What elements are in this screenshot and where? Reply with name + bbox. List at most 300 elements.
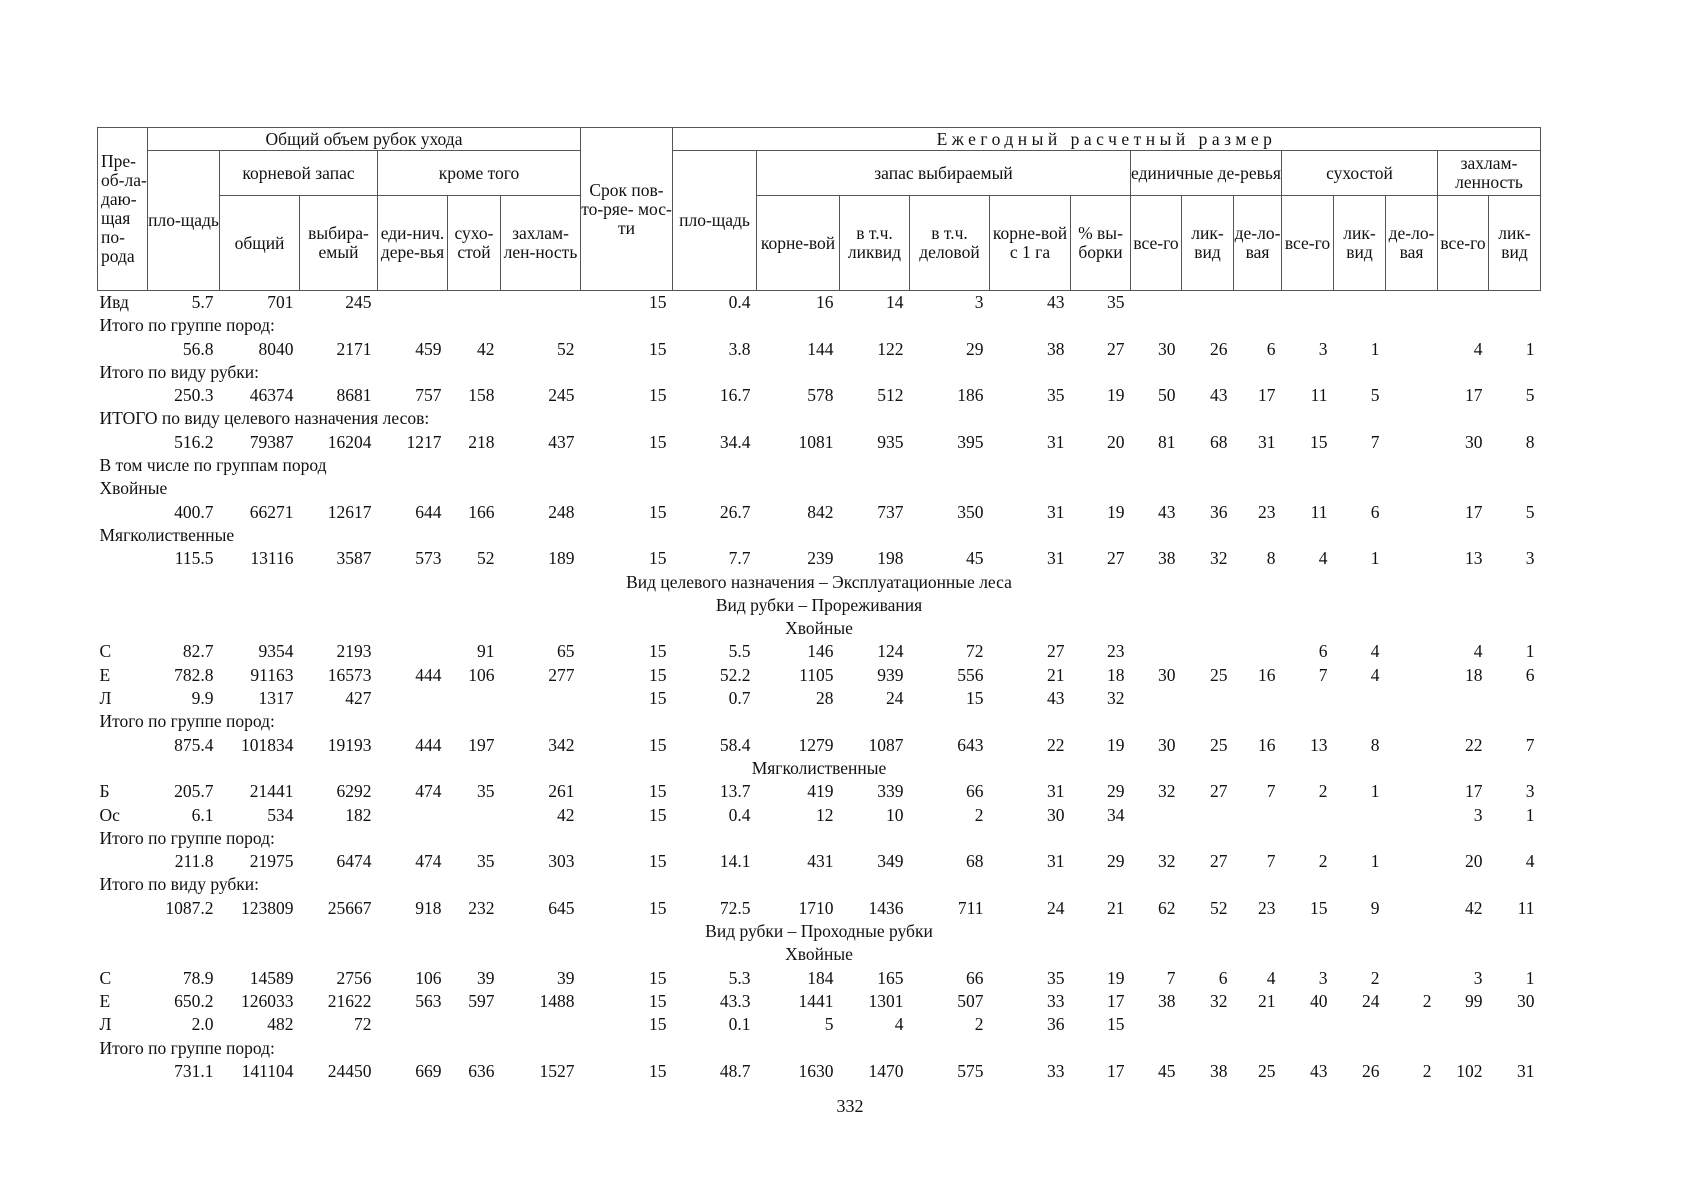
species-cell [98, 1060, 148, 1083]
value-cell: 4 [894, 1014, 904, 1035]
value-cell: 1710 [798, 897, 834, 918]
value-cell [1386, 501, 1438, 524]
value-cell: 395 [957, 431, 984, 452]
species-cell: Ивд [99, 292, 129, 312]
value-cell: 101834 [241, 734, 294, 755]
value-cell: 1087.2 [165, 897, 214, 918]
section-heading-row [98, 571, 1541, 594]
value-cell: 16 [1258, 734, 1276, 755]
caption-row [98, 1037, 1541, 1060]
value-cell: 15 [649, 990, 667, 1011]
group-caption: Итого по группе пород: [99, 1037, 275, 1058]
value-cell: 5.7 [191, 292, 214, 312]
species-cell [98, 338, 148, 361]
value-cell: 3 [1473, 967, 1483, 988]
value-cell: 444 [415, 734, 442, 755]
value-cell: 78.9 [182, 967, 214, 988]
value-cell [501, 687, 581, 710]
species-cell [98, 850, 148, 873]
value-cell: 250.3 [174, 385, 214, 406]
value-cell: 4 [1370, 664, 1380, 685]
value-cell: 35 [477, 781, 495, 802]
value-cell: 31 [1258, 431, 1276, 452]
value-cell: 50 [1158, 385, 1176, 406]
value-cell: 15 [966, 688, 984, 709]
value-cell: 4 [1473, 641, 1483, 662]
value-cell: 28 [816, 688, 834, 709]
value-cell: 66 [966, 967, 984, 988]
group-caption: Мягколиственные [99, 524, 235, 545]
value-cell: 1081 [798, 431, 834, 452]
value-cell: 38 [1158, 990, 1176, 1011]
caption-row [98, 524, 1541, 547]
caption-row [98, 827, 1541, 850]
species-cell: С [99, 967, 112, 988]
value-cell: 782.8 [174, 664, 214, 685]
table-row [98, 501, 1541, 524]
value-cell: 22 [1465, 734, 1483, 755]
value-cell: 52 [557, 338, 575, 359]
value-cell: 33 [1047, 990, 1065, 1011]
value-cell: 1217 [406, 431, 442, 452]
value-cell: 99 [1465, 990, 1483, 1011]
value-cell: 165 [877, 967, 904, 988]
value-cell: 1 [1525, 641, 1535, 662]
value-cell: 1 [1370, 548, 1380, 569]
value-cell: 16204 [327, 431, 372, 452]
section-heading: Вид целевого назначения – Эксплуатационные леса [626, 571, 1012, 592]
value-cell: 17 [1107, 1060, 1125, 1081]
value-cell: 3 [974, 292, 984, 312]
value-cell: 17 [1107, 990, 1125, 1011]
value-cell: 27 [1107, 338, 1125, 359]
table-row [98, 897, 1541, 920]
value-cell: 52.2 [719, 664, 751, 685]
value-cell: 4 [1266, 967, 1276, 988]
value-cell: 29 [1107, 851, 1125, 872]
value-cell: 34 [1107, 804, 1125, 825]
value-cell: 158 [468, 385, 495, 406]
value-cell: 32 [1107, 688, 1125, 709]
header-incl-liquid: в т.ч. ликвид [840, 196, 910, 291]
value-cell: 62 [1158, 897, 1176, 918]
value-cell: 3.8 [728, 338, 751, 359]
value-cell: 701 [267, 292, 294, 312]
value-cell: 350 [957, 501, 984, 522]
table-row [98, 1013, 1541, 1036]
value-cell: 303 [548, 851, 575, 872]
value-cell: 30 [1517, 990, 1535, 1011]
value-cell: 444 [415, 664, 442, 685]
value-cell: 182 [345, 804, 372, 825]
value-cell: 16 [816, 292, 834, 312]
value-cell: 72 [354, 1014, 372, 1035]
header-period: Срок пов- то-ряе- мос-ти [581, 128, 673, 291]
table-row [98, 664, 1541, 687]
value-cell [1438, 687, 1489, 710]
value-cell: 79387 [249, 431, 294, 452]
value-cell [501, 1013, 581, 1036]
value-cell: 35 [477, 851, 495, 872]
value-cell: 15 [649, 967, 667, 988]
value-cell: 1 [1525, 804, 1535, 825]
value-cell: 1527 [539, 1060, 575, 1081]
value-cell: 52 [1210, 897, 1228, 918]
value-cell: 6.1 [191, 804, 214, 825]
value-cell: 144 [807, 338, 834, 359]
page-number: 332 [836, 1096, 864, 1116]
value-cell [1234, 640, 1282, 663]
value-cell: 239 [807, 548, 834, 569]
header-root-stock: корневой запас [220, 151, 378, 196]
section-heading: Мягколиственные [751, 757, 887, 778]
value-cell: 58.4 [719, 734, 751, 755]
value-cell: 0.4 [728, 292, 751, 312]
value-cell: 232 [468, 897, 495, 918]
value-cell [378, 804, 448, 827]
value-cell: 211.8 [174, 851, 214, 872]
value-cell: 6 [1370, 501, 1380, 522]
value-cell: 5 [824, 1014, 834, 1035]
value-cell: 5.3 [728, 967, 751, 988]
value-cell: 33 [1047, 1060, 1065, 1081]
value-cell [1386, 640, 1438, 663]
value-cell: 3587 [336, 548, 372, 569]
header-selected-stock: запас выбираемый [757, 151, 1131, 196]
value-cell: 339 [877, 781, 904, 802]
value-cell: 2171 [336, 338, 372, 359]
value-cell: 15 [649, 734, 667, 755]
value-cell: 1317 [258, 688, 294, 709]
value-cell: 427 [345, 688, 372, 709]
value-cell: 48.7 [719, 1060, 751, 1081]
value-cell: 1105 [799, 664, 834, 685]
value-cell [1182, 640, 1234, 663]
value-cell: 6 [1266, 338, 1276, 359]
value-cell: 711 [957, 897, 984, 918]
value-cell: 43 [1210, 385, 1228, 406]
section-heading: Хвойные [785, 944, 853, 965]
species-cell [98, 384, 148, 407]
value-cell: 123809 [241, 897, 294, 918]
value-cell [1489, 291, 1541, 315]
value-cell: 13 [1310, 734, 1328, 755]
value-cell: 106 [468, 664, 495, 685]
value-cell: 556 [957, 664, 984, 685]
value-cell [448, 291, 501, 315]
section-heading-row [98, 943, 1541, 966]
table-row [98, 338, 1541, 361]
section-heading: Вид рубки – Проходные рубки [705, 921, 933, 942]
value-cell: 19 [1107, 967, 1125, 988]
value-cell: 66271 [249, 501, 294, 522]
value-cell: 7 [1266, 781, 1276, 802]
group-caption: Итого по виду рубки: [99, 361, 259, 382]
value-cell: 26 [1210, 338, 1228, 359]
value-cell: 2 [974, 1014, 984, 1035]
value-cell: 27 [1210, 851, 1228, 872]
value-cell: 197 [468, 734, 495, 755]
header-single-liquid: лик-вид [1182, 196, 1234, 291]
value-cell [1131, 640, 1182, 663]
value-cell: 6 [1318, 641, 1328, 662]
value-cell [1386, 338, 1438, 361]
value-cell: 3 [1525, 548, 1535, 569]
value-cell: 35 [1047, 385, 1065, 406]
value-cell: 459 [415, 338, 442, 359]
value-cell: 45 [1158, 1060, 1176, 1081]
value-cell: 31 [1047, 548, 1065, 569]
species-cell [98, 897, 148, 920]
value-cell: 15 [649, 431, 667, 452]
value-cell [378, 687, 448, 710]
value-cell: 43 [1158, 501, 1176, 522]
value-cell [1386, 687, 1438, 710]
value-cell: 245 [548, 385, 575, 406]
value-cell [1386, 804, 1438, 827]
value-cell: 24450 [327, 1060, 372, 1081]
group-caption: В том числе по группам пород [99, 455, 327, 476]
value-cell: 205.7 [174, 781, 214, 802]
value-cell: 731.1 [174, 1060, 214, 1081]
value-cell: 20 [1465, 851, 1483, 872]
value-cell: 4 [1318, 548, 1328, 569]
value-cell: 22 [1047, 734, 1065, 755]
value-cell: 34.4 [719, 431, 751, 452]
value-cell: 21622 [327, 990, 372, 1011]
value-cell: 1436 [868, 897, 904, 918]
value-cell: 11 [1517, 897, 1535, 918]
species-cell: Б [99, 781, 110, 802]
value-cell: 1441 [798, 990, 834, 1011]
value-cell [378, 1013, 448, 1036]
value-cell: 13116 [250, 548, 294, 569]
table-row [98, 734, 1541, 757]
value-cell: 17 [1465, 385, 1483, 406]
value-cell: 16573 [327, 664, 372, 685]
value-cell [1282, 687, 1334, 710]
value-cell [1282, 804, 1334, 827]
value-cell: 12617 [327, 501, 372, 522]
value-cell: 5 [1525, 501, 1535, 522]
value-cell: 342 [548, 734, 575, 755]
value-cell: 2 [1318, 851, 1328, 872]
group-caption: Итого по группе пород: [99, 315, 275, 336]
value-cell: 4 [1525, 851, 1535, 872]
value-cell [1234, 291, 1282, 315]
value-cell: 7.7 [728, 548, 751, 569]
value-cell: 563 [415, 990, 442, 1011]
value-cell [1386, 431, 1438, 454]
value-cell: 23 [1258, 897, 1276, 918]
value-cell: 19 [1107, 385, 1125, 406]
value-cell: 18 [1465, 664, 1483, 685]
value-cell: 18 [1107, 664, 1125, 685]
value-cell: 245 [345, 292, 372, 312]
value-cell: 17 [1465, 501, 1483, 522]
value-cell: 65 [557, 641, 575, 662]
value-cell: 737 [877, 501, 904, 522]
table-body [98, 291, 1541, 1084]
value-cell: 15 [649, 1060, 667, 1081]
value-cell: 437 [548, 431, 575, 452]
section-heading-row [98, 594, 1541, 617]
header-area: пло-щадь [148, 151, 220, 291]
value-cell: 68 [1210, 431, 1228, 452]
value-cell [1234, 687, 1282, 710]
table-row [98, 1060, 1541, 1083]
value-cell: 15 [649, 641, 667, 662]
value-cell: 42 [1465, 897, 1483, 918]
species-cell: Е [99, 990, 111, 1011]
header-dead-business: де-ло-вая [1386, 196, 1438, 291]
value-cell: 198 [877, 548, 904, 569]
header-annual-size: Ежегодный расчетный размер [673, 128, 1541, 151]
value-cell [448, 687, 501, 710]
value-cell: 643 [957, 734, 984, 755]
value-cell: 66 [966, 781, 984, 802]
value-cell [378, 640, 448, 663]
value-cell: 644 [415, 501, 442, 522]
value-cell [1438, 1013, 1489, 1036]
value-cell: 3 [1525, 781, 1535, 802]
value-cell: 636 [468, 1060, 495, 1081]
value-cell: 1279 [798, 734, 834, 755]
value-cell: 9354 [258, 641, 294, 662]
value-cell: 400.7 [174, 501, 214, 522]
group-caption: Итого по группе пород: [99, 827, 275, 848]
value-cell: 36 [1210, 501, 1228, 522]
value-cell: 6 [1218, 967, 1228, 988]
value-cell: 645 [548, 897, 575, 918]
value-cell [1386, 897, 1438, 920]
value-cell: 935 [877, 431, 904, 452]
value-cell: 25667 [327, 897, 372, 918]
value-cell: 91 [477, 641, 495, 662]
value-cell: 32 [1210, 990, 1228, 1011]
table-row [98, 850, 1541, 873]
value-cell: 35 [1107, 292, 1125, 312]
value-cell: 24 [1362, 990, 1380, 1011]
value-cell: 14589 [249, 967, 294, 988]
value-cell: 72 [966, 641, 984, 662]
value-cell: 3 [1318, 967, 1328, 988]
value-cell: 32 [1158, 781, 1176, 802]
value-cell: 35 [1047, 967, 1065, 988]
value-cell: 31 [1047, 851, 1065, 872]
value-cell: 19193 [327, 734, 372, 755]
value-cell: 19 [1107, 501, 1125, 522]
value-cell: 21975 [249, 851, 294, 872]
value-cell: 218 [468, 431, 495, 452]
value-cell: 7 [1318, 664, 1328, 685]
header-single-business: де-ло-вая [1234, 196, 1282, 291]
caption-row [98, 314, 1541, 337]
value-cell: 30 [1158, 338, 1176, 359]
value-cell: 1 [1370, 338, 1380, 359]
value-cell: 349 [877, 851, 904, 872]
caption-row [98, 873, 1541, 896]
value-cell: 11 [1310, 501, 1328, 522]
value-cell [1386, 664, 1438, 687]
value-cell: 39 [477, 967, 495, 988]
value-cell [501, 291, 581, 315]
value-cell: 6292 [336, 781, 372, 802]
value-cell [1131, 1013, 1182, 1036]
value-cell: 7 [1166, 967, 1176, 988]
value-cell: 1301 [868, 990, 904, 1011]
value-cell: 842 [807, 501, 834, 522]
caption-row [98, 407, 1541, 430]
value-cell: 40 [1310, 990, 1328, 1011]
value-cell: 2 [1422, 990, 1432, 1011]
header-single-trees: еди-нич. дере-вья [378, 196, 448, 291]
group-caption: ИТОГО по виду целевого назначения лесов: [99, 408, 430, 429]
value-cell: 4 [1370, 641, 1380, 662]
value-cell: 24 [1047, 897, 1065, 918]
value-cell: 43 [1047, 292, 1065, 312]
value-cell: 15 [649, 548, 667, 569]
value-cell: 15 [649, 851, 667, 872]
value-cell [1386, 734, 1438, 757]
value-cell: 5 [1525, 385, 1535, 406]
value-cell: 24 [886, 688, 904, 709]
value-cell: 939 [877, 664, 904, 685]
value-cell: 1 [1525, 967, 1535, 988]
section-heading-row [98, 920, 1541, 943]
value-cell [1182, 291, 1234, 315]
species-cell [98, 501, 148, 524]
value-cell: 6 [1525, 664, 1535, 685]
value-cell: 30 [1158, 734, 1176, 755]
species-cell [98, 547, 148, 570]
value-cell [1386, 291, 1438, 315]
value-cell: 30 [1158, 664, 1176, 685]
value-cell [1489, 1013, 1541, 1036]
caption-row [98, 710, 1541, 733]
value-cell: 1470 [868, 1060, 904, 1081]
value-cell: 16.7 [719, 385, 751, 406]
value-cell [1182, 804, 1234, 827]
species-cell: Л [99, 1014, 112, 1035]
value-cell: 8 [1370, 734, 1380, 755]
value-cell: 15 [1310, 431, 1328, 452]
species-cell [98, 431, 148, 454]
value-cell: 19 [1107, 734, 1125, 755]
value-cell [1386, 850, 1438, 873]
value-cell: 9.9 [191, 688, 214, 709]
value-cell: 918 [415, 897, 442, 918]
value-cell: 56.8 [182, 338, 214, 359]
value-cell: 26 [1362, 1060, 1380, 1081]
value-cell: 1488 [539, 990, 575, 1011]
group-caption: Итого по виду рубки: [99, 874, 259, 895]
value-cell: 0.1 [728, 1014, 751, 1035]
value-cell: 124 [877, 641, 904, 662]
header-litter-group: захлам-ленность [1438, 151, 1541, 196]
value-cell: 14.1 [719, 851, 751, 872]
value-cell: 5 [1370, 385, 1380, 406]
value-cell: 512 [877, 385, 904, 406]
value-cell: 507 [957, 990, 984, 1011]
value-cell: 669 [415, 1060, 442, 1081]
value-cell [1234, 804, 1282, 827]
value-cell: 8 [1525, 431, 1535, 452]
value-cell [1182, 687, 1234, 710]
value-cell: 2 [1422, 1060, 1432, 1081]
value-cell: 68 [966, 851, 984, 872]
header-annual-area: пло-щадь [673, 151, 757, 291]
